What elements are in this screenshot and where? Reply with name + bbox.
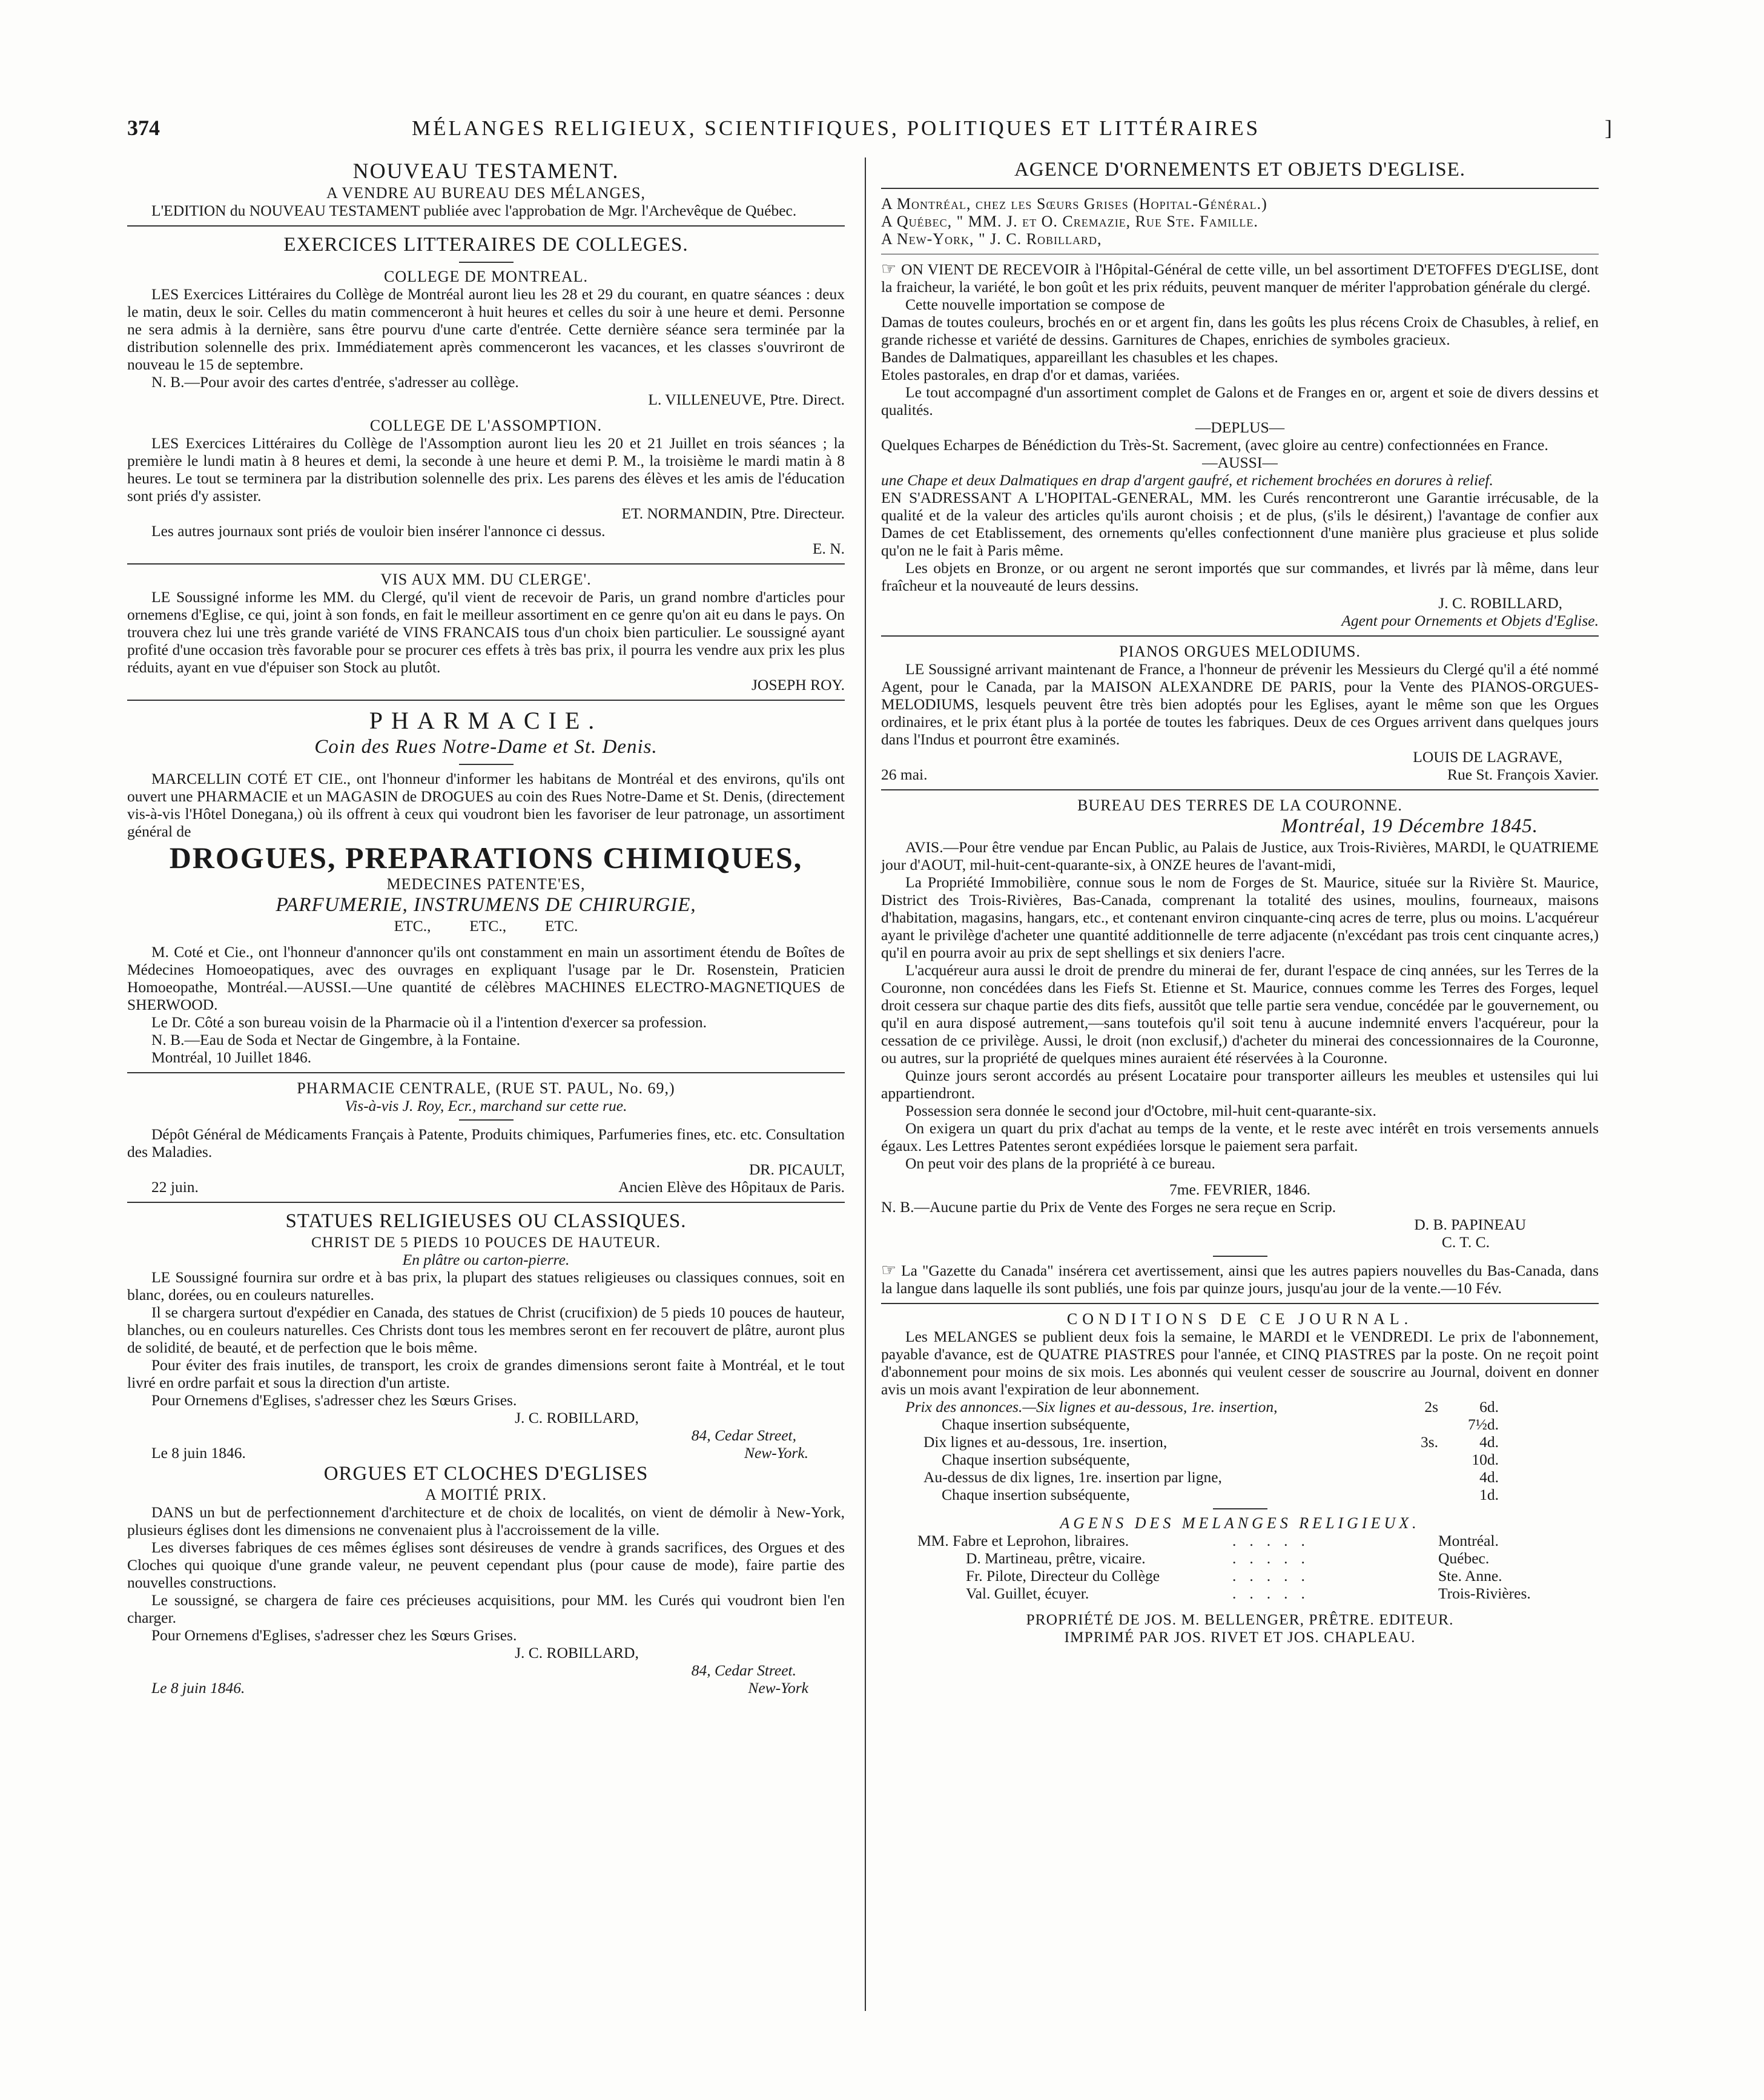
notice-date: 22 juin. xyxy=(151,1178,199,1196)
notice-body xyxy=(881,260,1599,296)
notice-body: Quinze jours seront accordés au présent Locataire pour transporter ailleurs les meubles et ustensiles qui lui appartiendront. xyxy=(881,1067,1599,1102)
price-label: Chaque insertion subséquente, xyxy=(942,1486,1130,1503)
notice-body: On exigera un quart du prix d'achat au temps de la vente, et le reste avec intérêt en trois versements annuels égaux. Les Lettres Patentes seront expédiées lorsque le paiement sera parfait. xyxy=(881,1119,1599,1154)
address: 84, Cedar Street, xyxy=(691,1426,796,1444)
section-title: COLLEGE DE MONTREAL. xyxy=(383,268,588,285)
notice-date: Montréal, 10 Juillet 1846. xyxy=(151,1048,312,1066)
pointing-hand-icon: ☞ xyxy=(881,260,897,279)
notice-body: Possession sera donnée le second jour d'Octobre, mil-huit cent-quarante-six. xyxy=(905,1102,1376,1119)
section-label: —AUSSI— xyxy=(1202,454,1278,471)
agent-city: Trois-Rivières. xyxy=(1438,1585,1531,1602)
divider xyxy=(459,262,514,263)
notice-subtitle: Vis-à-vis J. Roy, Ecr., marchand sur cette rue. xyxy=(345,1097,627,1115)
signature: ET. NORMANDIN, Ptre. Directeur. xyxy=(621,505,845,522)
notice-body: LES Exercices Littéraires du Collège de Montréal auront lieu les 28 et 29 du courant, en quatre séances : deux le matin, deux le soir. Celles du matin commenceront à huit heures et celles du soir à une heure et demi. Personne ne sera admis à la dernière, sans être pourvu d'une carte d'entrée. Cette dernière séance sera terminée par la distribution solennelle des prix. Immédiatement après commenceront les vacances, et les classes s'ouvriront de nouveau le 15 de septembre. xyxy=(127,285,845,373)
clerge-notice xyxy=(127,571,845,694)
nouveau-testament-notice xyxy=(127,157,845,219)
column-divider xyxy=(865,157,866,2011)
notice-title: VIS AUX MM. DU CLERGE'. xyxy=(380,571,592,588)
notice-title: PHARMACIE CENTRALE, (RUE ST. PAUL, No. 69,) xyxy=(297,1079,675,1097)
price-table xyxy=(905,1398,1599,1503)
price-row xyxy=(905,1398,1599,1416)
price-pence: 10d. xyxy=(1472,1451,1499,1468)
date-line xyxy=(127,1178,845,1196)
city: New-York. xyxy=(744,1444,808,1462)
price-shillings xyxy=(1366,1451,1438,1468)
notice-title: PIANOS ORGUES MELODIUMS. xyxy=(1119,643,1361,660)
date-line xyxy=(881,766,1599,783)
divider xyxy=(881,635,1599,637)
price-shillings xyxy=(1366,1486,1438,1503)
notice-body: LE Soussigné informe les MM. du Clergé, qu'il vient de recevoir de Paris, un grand nombre d'articles pour ornemens d'Eglise, ce qui, joint à son fonds, en fait le meilleur assortiment en ce genre qu'on ait eu dans le pays. On trouvera chez lui une très grande variété de VINS FRANCAIS tous d'un choix bien particulier. Le soussigné ayant profité d'une occasion très favorable pour se procurer ces effets à très bas prix, il pourra les vendre aux prix les plus réduits, ayant en vue d'épuiser son Stock au plutôt. xyxy=(127,588,845,676)
notice-body: Quelques Echarpes de Bénédiction du Très-St. Sacrement, (avec gloire au centre) confectionnées en France. xyxy=(881,436,1548,454)
spacer xyxy=(881,1172,1599,1181)
header-bracket: ] xyxy=(1605,116,1612,140)
price-pence: 6d. xyxy=(1479,1398,1499,1416)
agents-title: AGENS DES MELANGES RELIGIEUX. xyxy=(1060,1514,1420,1532)
notice-body: M. Coté et Cie., ont l'honneur d'annoncer qu'ils ont constamment en main un assortiment étendu de Boîtes de Médecines Homoeopatiques, avec des ouvrages en expliquant l'usage par le Dr. Rosenstein, Praticien Homoeopathe, Montréal.—AUSSI.—Une quantité de célèbres MACHINES ELECTRO-MAGNETIQUES de SHERWOOD. xyxy=(127,943,845,1013)
notice-body: LE Soussigné arrivant maintenant de France, a l'honneur de prévenir les Messieurs du Clergé qu'il a été nommé Agent, pour le Canada, par la MAISON ALEXANDRE DE PARIS, pour la Vente des PIANOS-ORGUES-MELODIUMS, lesquels peuvent être très bien adoptés pour les Eglises, ayant le même son que les Orgues ordinaires, et le prix étant plus à la portée de toutes les fabriques. Deux de ces Orgues arrivent dans quelques jours dans l'Indus et pourront être examinés. xyxy=(881,660,1599,748)
notice-body: Les diverses fabriques de ces mêmes églises sont désireuses de vendre à grands sacrifices, des Orgues et des Cloches qui quoique d'une grande valeur, ne peuvent cependant plus (pour cause de mode), faire partie des nouvelles constructions. xyxy=(127,1539,845,1591)
notice-subtitle: CHRIST DE 5 PIEDS 10 POUCES DE HAUTEUR. xyxy=(311,1233,661,1251)
price-row xyxy=(905,1433,1599,1451)
imprint-line: PROPRIÉTÉ DE JOS. M. BELLENGER, PRÊTRE. EDITEUR. xyxy=(1026,1611,1454,1628)
agent-name: D. Martineau, prêtre, vicaire. xyxy=(966,1549,1146,1567)
notice-title: PHARMACIE. xyxy=(369,707,603,734)
page-header xyxy=(127,115,1641,145)
price-shillings: 2s xyxy=(1424,1398,1438,1416)
notice-body: Bandes de Dalmatiques, appareillant les chasubles et les chapes. xyxy=(881,348,1278,366)
exercices-notice xyxy=(127,233,845,557)
price-shillings xyxy=(1366,1416,1438,1433)
price-row xyxy=(905,1416,1599,1433)
signature: E. N. xyxy=(812,540,845,557)
signature: L. VILLENEUVE, Ptre. Direct. xyxy=(648,391,845,408)
notice-date: Le 8 juin 1846. xyxy=(151,1679,245,1697)
agent-name: Val. Guillet, écuyer. xyxy=(966,1585,1089,1602)
leader-dots: ..... xyxy=(1232,1567,1318,1585)
signature-title: Agent pour Ornements et Objets d'Eglise. xyxy=(1341,612,1599,629)
notice-title: EXERCICES LITTERAIRES DE COLLEGES. xyxy=(283,234,689,256)
notice-body: La Propriété Immobilière, connue sous le nom de Forges de St. Maurice, située sur la Rivière St. Maurice, District des Trois-Rivières, Bas-Canada, comprenant la totalité des usines, moulins, fourneaux, maisons d'habitation, magasins, hangars, etc., et contenant environ cinquante-cinq acres de terre, plus ou moins. L'acquéreur ayant le privilège d'acheter une quantité additionnelle de terre adjacente (n'excédant pas trois cent cinquante acres,) qu'il en pourra avoir au prix de sept shellings et six deniers l'acre. xyxy=(881,873,1599,961)
imprint-line: IMPRIMÉ PAR JOS. RIVET ET JOS. CHAPLEAU. xyxy=(1064,1628,1416,1646)
divider xyxy=(127,1202,845,1203)
agent-row xyxy=(917,1532,1599,1549)
headline-drogues: DROGUES, PREPARATIONS CHIMIQUES, xyxy=(169,841,803,875)
agent-row xyxy=(917,1585,1599,1602)
address: 84, Cedar Street. xyxy=(691,1661,796,1679)
notice-body: Etoles pastorales, en drap d'or et damas, variées. xyxy=(881,366,1180,383)
price-pence: 1d. xyxy=(1479,1486,1499,1503)
orgues-notice xyxy=(127,1462,845,1697)
agent-city: Ste. Anne. xyxy=(1438,1567,1502,1585)
spacer xyxy=(881,1602,1599,1611)
agent-name: MM. Fabre et Leprohon, libraires. xyxy=(917,1532,1129,1549)
notice-title: STATUES RELIGIEUSES OU CLASSIQUES. xyxy=(285,1210,687,1232)
notice-body: une Chape et deux Dalmatiques en drap d'argent gaufré, et richement brochées en dorures à relief. xyxy=(881,471,1493,489)
notice-note: N. B.—Eau de Soda et Nectar de Gingembre, à la Fontaine. xyxy=(151,1031,520,1048)
section-title: COLLEGE DE L'ASSOMPTION. xyxy=(369,417,603,434)
notice-body: EN S'ADRESSANT A L'HOPITAL-GENERAL, MM. les Curés rencontreront une Garantie irrécusable, de la qualité et de la valeur des articles qu'ils auront choisis ; et de plus, (s'ils le désirent,) l'avantage de confier aux Dames de cet Etablissement, des ornements qu'elles confectionnent d'une manière plus gracieuse et plus solide qu'on ne le fait à Paris même. xyxy=(881,489,1599,559)
divider xyxy=(881,789,1599,790)
notice-body: Le Dr. Côté a son bureau voisin de la Pharmacie où il a l'intention d'exercer sa profession. xyxy=(151,1013,707,1031)
pointing-hand-icon: ☞ xyxy=(881,1261,897,1280)
conditions-section xyxy=(881,1310,1599,1503)
section-label: —DEPLUS— xyxy=(1195,419,1285,436)
notice-body: LES Exercices Littéraires du Collège de l'Assomption auront lieu les 20 et 21 Juillet en trois séances ; la première le lundi matin à 8 heures et demi, la seconde à une heure et demi P. M., la troisième le mardi matin à 8 heures. Le tout se terminera par la distribution solennelle des prix. Les parens des élèves et les amis de l'éducation sont priés d'y assister. xyxy=(127,434,845,505)
headline-medecines: MEDECINES PATENTE'ES, xyxy=(386,875,586,893)
right-column xyxy=(881,157,1599,1646)
notice-subtitle: A MOITIÉ PRIX. xyxy=(424,1486,547,1503)
notice-body: LE Soussigné fournira sur ordre et à bas prix, la plupart des statues religieuses ou classiques connues, soit en blanc, dorées, ou en couleurs naturelles. xyxy=(127,1268,845,1303)
notice-date: 7me. FEVRIER, 1846. xyxy=(1169,1181,1311,1198)
signature: JOSEPH ROY. xyxy=(752,676,845,694)
price-row xyxy=(905,1451,1599,1468)
pharmacie-centrale-notice xyxy=(127,1079,845,1196)
signature: LOUIS DE LAGRAVE, xyxy=(1413,748,1562,766)
agent-city: Québec. xyxy=(1438,1549,1490,1567)
running-title: MÉLANGES RELIGIEUX, SCIENTIFIQUES, POLITIQUES ET LITTÉRAIRES xyxy=(412,116,1261,140)
agent-row xyxy=(917,1549,1599,1567)
signature: J. C. ROBILLARD, xyxy=(1438,594,1562,612)
page-number: 374 xyxy=(127,116,160,140)
notice-body: Le soussigné, se chargera de faire ces précieuses acquisitions, pour MM. les Curés qui voudront bien l'en charger. xyxy=(127,1591,845,1626)
agency-line: A New-York, " J. C. Robillard, xyxy=(881,230,1102,248)
notice-body: Pour Ornemens d'Eglises, s'adresser chez les Sœurs Grises. xyxy=(151,1626,517,1644)
signature: J. C. ROBILLARD, xyxy=(515,1644,639,1661)
notice-title: ORGUES ET CLOCHES D'EGLISES xyxy=(323,1463,649,1485)
signature-title: C. T. C. xyxy=(1441,1233,1490,1251)
divider xyxy=(459,1119,514,1121)
divider xyxy=(1213,1256,1267,1257)
notice-subtitle: A VENDRE AU BUREAU DES MÉLANGES, xyxy=(326,184,646,202)
notice-body: Le tout accompagné d'un assortiment complet de Galons et de Franges en or, argent et soie de divers dessins et qualités. xyxy=(881,383,1599,419)
notice-body: Pour éviter des frais inutiles, de transport, les croix de grandes dimensions seront faite à Montréal, et le tout livré en ordre parfait et sous la direction d'un artiste. xyxy=(127,1356,845,1391)
notice-body: Damas de toutes couleurs, brochés en or et argent fin, dans les goûts les plus récens Croix de Chasubles, à relief, en grande richesse et variété de dessins. Garnitures de Chapes, enrichies de symboles gracieux. xyxy=(881,313,1599,348)
headline-etc: ETC., ETC., ETC. xyxy=(394,917,578,935)
price-pence: 7½d. xyxy=(1468,1416,1499,1433)
signature: D. B. PAPINEAU xyxy=(1414,1216,1526,1233)
notice-body: Les MELANGES se publient deux fois la semaine, le MARDI et le VENDREDI. Le prix de l'abonnement, payable d'avance, est de QUATRE PIASTRES pour l'année, et CINQ PIASTRES par la poste. On ne reçoit point d'abonnement pour moins de six mois. Les abonnés qui veulent cesser de souscrire au Journal, doivent en donner avis un mois avant l'expiration de leur abonnement. xyxy=(881,1328,1599,1398)
agence-notice xyxy=(881,157,1599,629)
city: New-York xyxy=(748,1679,808,1697)
notice-body-text: La "Gazette du Canada" insérera cet avertissement, ainsi que les autres papiers nouvelles du Bas-Canada, dans la langue dans laquelle ils sont publiés, une fois par quinze jours, jusqu'au jour de la vente.—10 Fév. xyxy=(881,1262,1599,1297)
notice-title: CONDITIONS DE CE JOURNAL. xyxy=(1066,1310,1413,1328)
notice-body: L'acquéreur aura aussi le droit de prendre du minerai de fer, durant l'espace de cinq années, sur les Terres de la Couronne, non concédées dans les Fiefs St. Etienne et St. Maurice, connues comme les Terres des Forges, lequel droit cessera sur chaque partie des dits fiefs, aussitôt que telle partie sera vendue, concédée par le gouvernement, ou qu'il en aura disposé autrement,—sans toutefois qu'il soit tenu à aucune indemnité envers l'acquéreur, pour la cessation de ce privilège. Aussi, le droit (non exclusif,) d'acheter du minerai des concessionnaires de la Couronne, ou autres, sur la propriété de quelques mines auraient été réservées à la Couronne. xyxy=(881,961,1599,1067)
notice-title: NOUVEAU TESTAMENT. xyxy=(352,159,619,183)
price-label: Prix des annonces.—Six lignes et au-dessous, 1re. insertion, xyxy=(905,1398,1278,1416)
notice-body: Pour Ornemens d'Eglises, s'adresser chez les Sœurs Grises. xyxy=(151,1391,517,1409)
notice-body: Cette nouvelle importation se compose de xyxy=(905,296,1165,313)
signature: DR. PICAULT, xyxy=(749,1161,845,1178)
notice-date: 26 mai. xyxy=(881,766,928,783)
notice-body: On peut voir des plans de la propriété à ce bureau. xyxy=(905,1154,1215,1172)
agent-city: Montréal. xyxy=(1438,1532,1499,1549)
price-label: Chaque insertion subséquente, xyxy=(942,1416,1130,1433)
price-row xyxy=(905,1486,1599,1503)
leader-dots: ..... xyxy=(1232,1532,1318,1549)
notice-subtitle: Coin des Rues Notre-Dame et St. Denis. xyxy=(314,736,658,758)
notice-body: AVIS.—Pour être vendue par Encan Public, au Palais de Justice, aux Trois-Rivières, MARDI, le QUATRIEME jour d'AOUT, mil-huit-cent-quarante-six, à ONZE heures de l'avant-midi, xyxy=(881,838,1599,873)
divider xyxy=(127,225,845,227)
date-line xyxy=(127,1679,845,1697)
notice-body: MARCELLIN COTÉ ET CIE., ont l'honneur d'informer les habitans de Montréal et des environs, qu'ils ont ouvert une PHARMACIE et un MAGASIN de DROGUES au coin des Rues Notre-Dame et St. Denis, (directement vis-à-vis l'Hôtel Donegana,) où ils offrent à ceux qui voudront bien les favoriser de leur patronage, un assortiment général de xyxy=(127,770,845,840)
price-label: Au-dessus de dix lignes, 1re. insertion par ligne, xyxy=(923,1468,1222,1486)
spacer xyxy=(127,935,845,943)
notice-body: Il se chargera surtout d'expédier en Canada, des statues de Christ (crucifixion) de 5 pieds 10 pouces de hauteur, blanches, ou en couleurs naturelles. Ces Christs dont tous les membres seront en fer recouvert de plâtre, auront plus de solidité, de beauté, et de perfection que le bois même. xyxy=(127,1303,845,1356)
notice-body: L'EDITION du NOUVEAU TESTAMENT publiée avec l'approbation de Mgr. l'Archevêque de Québec. xyxy=(151,202,797,219)
notice-title: BUREAU DES TERRES DE LA COURONNE. xyxy=(1077,797,1402,814)
leader-dots: ..... xyxy=(1232,1549,1318,1567)
notice-note: Les autres journaux sont priés de vouloir bien insérer l'annonce ci dessus. xyxy=(151,522,606,540)
notice-body: Les objets en Bronze, or ou argent ne seront importés que sur commandes, et livrés par là même, dans leur fraîcheur et la nouveauté de leurs dessins. xyxy=(881,559,1599,594)
spacer xyxy=(127,408,845,417)
notice-subtitle-2: En plâtre ou carton-pierre. xyxy=(402,1251,570,1268)
statues-notice xyxy=(127,1209,845,1462)
divider xyxy=(1213,1508,1267,1509)
price-label: Dix lignes et au-dessous, 1re. insertion, xyxy=(923,1433,1168,1451)
pharmacie-notice xyxy=(127,707,845,1066)
notice-body: Dépôt Général de Médicaments Français à Patente, Produits chimiques, Parfumeries fines, etc. etc. Consultation des Maladies. xyxy=(127,1125,845,1161)
price-pence: 4d. xyxy=(1479,1433,1499,1451)
signature: J. C. ROBILLARD, xyxy=(515,1409,639,1426)
pianos-notice xyxy=(881,643,1599,783)
notice-date: Le 8 juin 1846. xyxy=(151,1444,246,1462)
signature-title: Ancien Elève des Hôpitaux de Paris. xyxy=(618,1178,845,1196)
agent-name: Fr. Pilote, Directeur du Collège xyxy=(966,1567,1160,1585)
agent-row xyxy=(917,1567,1599,1585)
agents-section xyxy=(881,1514,1599,1646)
notice-date: Montréal, 19 Décembre 1845. xyxy=(1281,815,1538,837)
agency-line: A Montréal, chez les Sœurs Grises (Hopital-Général.) xyxy=(881,195,1267,213)
divider xyxy=(127,563,845,565)
notice-body-text: ON VIENT DE RECEVOIR à l'Hôpital-Général de cette ville, un bel assortiment D'ETOFFES D'EGLISE, dont la fraicheur, la variété, le bon goût et les prix réduits, peuvent manquer de mériter l'approbation générale du clergé. xyxy=(881,260,1599,296)
notice-title: AGENCE D'ORNEMENTS ET OBJETS D'EGLISE. xyxy=(1014,159,1466,181)
leader-dots: ..... xyxy=(1232,1585,1318,1602)
divider xyxy=(459,764,514,765)
price-row xyxy=(905,1468,1599,1486)
terres-notice xyxy=(881,797,1599,1297)
divider xyxy=(127,1072,845,1073)
notice-body: DANS un but de perfectionnement d'architecture et de choix de localités, on vient de démolir à New-York, plusieurs églises dont les dimensions ne convenaient plus à l'accroissement de la ville. xyxy=(127,1503,845,1539)
notice-body xyxy=(881,1262,1599,1297)
agency-line: A Québec, " MM. J. et O. Cremazie, Rue Ste. Famille. xyxy=(881,213,1258,230)
price-label: Chaque insertion subséquente, xyxy=(942,1451,1130,1468)
price-shillings: 3s. xyxy=(1420,1433,1438,1451)
date-line xyxy=(127,1444,845,1462)
price-shillings xyxy=(1366,1468,1438,1486)
divider xyxy=(881,188,1599,189)
notice-note: N. B.—Aucune partie du Prix de Vente des Forges ne sera reçue en Scrip. xyxy=(881,1198,1336,1216)
notice-note: N. B.—Pour avoir des cartes d'entrée, s'adresser au collège. xyxy=(151,373,519,391)
headline-parfumerie: PARFUMERIE, INSTRUMENS DE CHIRURGIE, xyxy=(276,894,696,916)
address: Rue St. François Xavier. xyxy=(1447,766,1599,783)
divider xyxy=(881,1303,1599,1304)
price-pence: 4d. xyxy=(1479,1468,1499,1486)
agents-table xyxy=(881,1532,1599,1602)
left-column xyxy=(127,157,845,1697)
divider xyxy=(127,700,845,701)
